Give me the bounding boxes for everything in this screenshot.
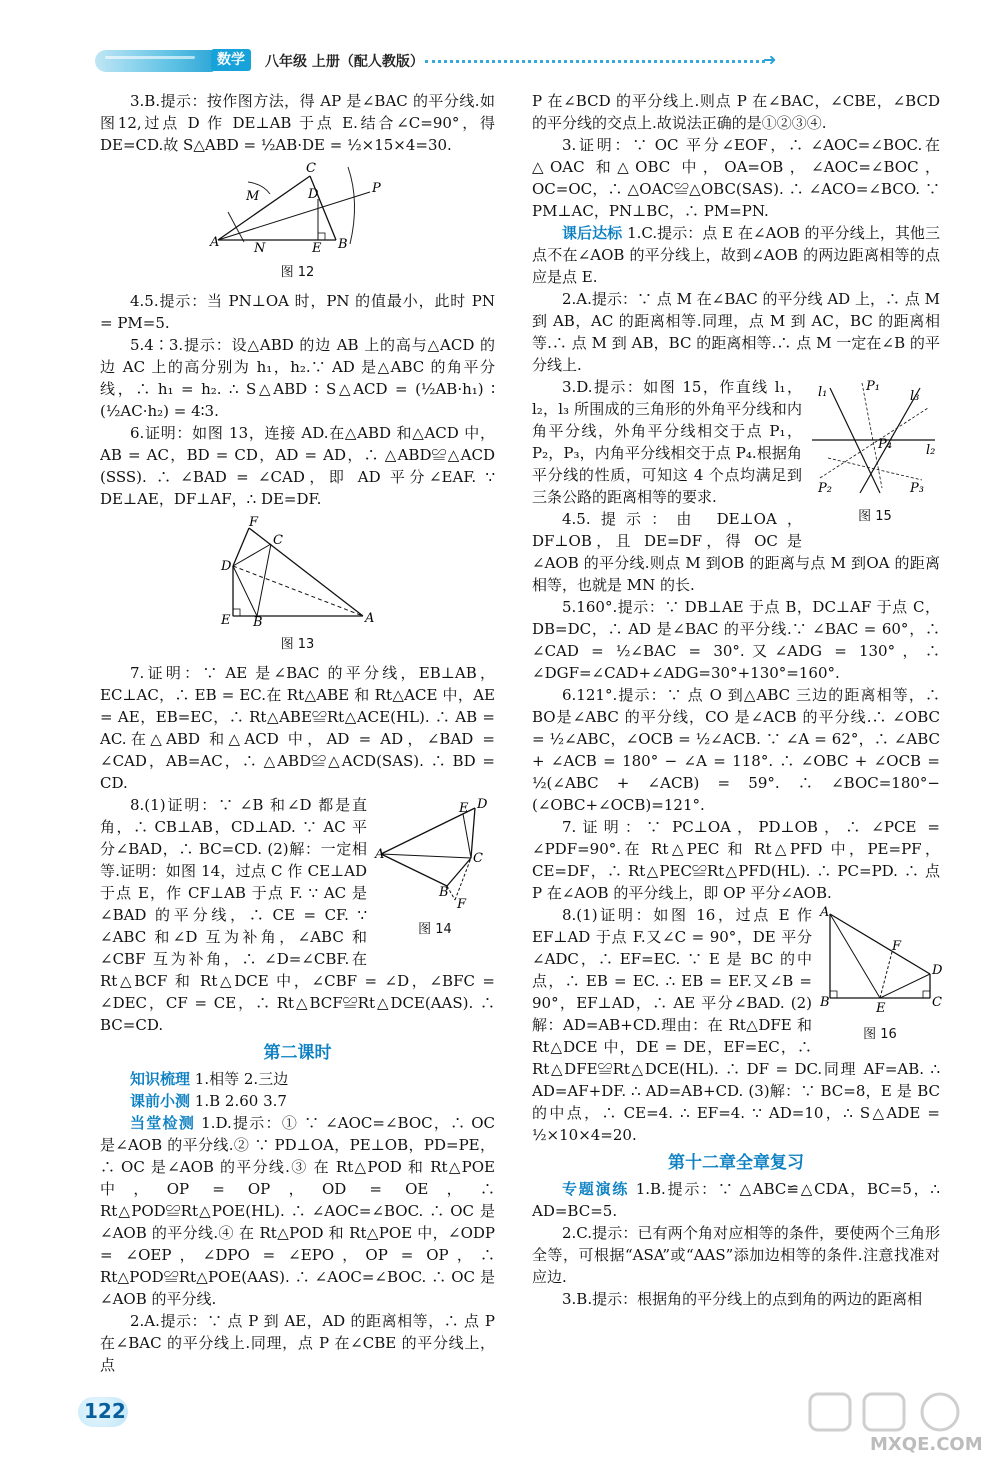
subject-badge: 数学 [211, 49, 251, 71]
svg-text:N: N [253, 241, 265, 256]
svg-text:A: A [820, 905, 830, 920]
knowledge-summary [100, 1068, 495, 1090]
svg-text:A: A [375, 847, 385, 862]
svg-text:P₄: P₄ [878, 437, 892, 452]
watermark-text: MXQE.COM [870, 1434, 983, 1455]
figure-16-caption: 图 16 [863, 1027, 897, 1042]
afterclass-answer-4: 4.5.提示：由 DE⊥OA，DF⊥OB，且 DE=DF，得 OC 是∠AOB 的平分线.则点 M 到OB 的距离与点 M 到OA 的距离相等，也就是 MN 的长. [532, 510, 940, 594]
svg-text:l₁: l₁ [818, 385, 828, 400]
svg-text:F: F [248, 515, 258, 530]
practice-answer-3: 3.B.提示：根据角的平分线上的点到角的两边的距离相 [562, 1290, 923, 1308]
tag-afterclass: 课后达标 [562, 224, 623, 242]
inclass-answer-3: 3.证明：∵ OC 平分∠EOF，∴ ∠AOC=∠BOC.在△OAC 和△OBC 中，OA=OB，∠AOC=∠BOC，OC=OC，∴ △OAC≌△OBC(SAS). ∴ ∠ACO=∠BCO. ∵ PM⊥AC，PN⊥BC，∴ PM=PN. [532, 136, 940, 220]
answer-3: 3.B.提示：按作图方法，得 AP 是∠BAC 的平分线.如图12,过点 D 作 DE⊥AB 于点 E.结合∠C=90°，得 DE=CD.故 S△ABD = ½AB·DE = ½×15×4=30. [100, 92, 495, 154]
right-column [532, 90, 943, 1310]
figure-15-caption: 图 15 [858, 509, 892, 524]
svg-text:C: C [272, 533, 283, 548]
svg-text:D: D [477, 797, 488, 812]
pre-class-quiz [100, 1090, 495, 1112]
answer-6: 6.证明：如图 13，连接 AD.在△ABD 和△ACD 中，AB = AC，BD = CD，AD = AD，∴ △ABD≌△ACD (SSS). ∴ ∠BAD = ∠CAD，即 AD 平分∠EAF. ∵ DE⊥AE，DF⊥AF，∴ DE=DF. [100, 424, 495, 508]
header-decoration [95, 50, 215, 72]
figure-14-caption: 图 14 [418, 922, 452, 937]
arrow-right-icon: ➜ [763, 50, 777, 69]
practice-answer-1: 1.B.提示：∵ △ABC≌△CDA，BC=5，∴ AD=BC=5. [532, 1180, 940, 1220]
practice-answer-2: 2.C.提示：已有两个角对应相等的条件，要使两个三角形全等，可根据“ASA”或“AAS”添加边相等的条件.注意找准对应边. [532, 1224, 940, 1286]
section-title-chapter-review: 第十二章全章复习 [668, 1153, 804, 1173]
preclass-answers: 1.B 2.60 3.7 [194, 1092, 287, 1110]
figure-16-diagram [820, 905, 943, 1016]
svg-text:l₂: l₂ [926, 443, 936, 458]
svg-text:E: E [459, 801, 469, 816]
afterclass-answer-1: 1.C.提示：点 E 在∠AOB 的平分线上，其他三点不在∠AOB 的平分线上，故到∠AOB 的两边距离相等的点应是点 E. [532, 224, 940, 286]
svg-text:P₃: P₃ [910, 481, 924, 496]
figure-12-caption: 图 12 [280, 265, 315, 280]
svg-text:D: D [220, 559, 231, 574]
in-class-check [100, 1112, 495, 1310]
header-dotted-line [425, 60, 765, 63]
afterclass-answer-2: 2.A.提示：∵ 点 M 在∠BAC 的平分线 AD 上，∴ 点 M 到 AB，AC 的距离相等.同理，点 M 到 AC，BC 的距离相等.∴ 点 M 到 AB，BC 的距离相等.∴ 点 M 一定在∠B 的平分线上. [532, 290, 940, 374]
svg-text:E: E [311, 241, 321, 256]
page-number-text: 122 [84, 1399, 126, 1423]
figure-15 [810, 378, 940, 534]
tag-preclass: 课前小测 [130, 1092, 191, 1110]
svg-text:P₁: P₁ [866, 379, 880, 394]
figure-12-diagram [208, 162, 388, 254]
svg-text:D: D [932, 963, 943, 978]
figure-15-diagram [810, 378, 940, 498]
svg-text:B: B [820, 995, 830, 1010]
knowledge-answers: 1.相等 2.三边 [194, 1070, 289, 1088]
page-number [78, 1393, 130, 1429]
figure-12 [100, 162, 495, 284]
tag-knowledge: 知识梳理 [130, 1070, 191, 1088]
inclass-answers: 1.D.提示：① ∵ ∠AOC=∠BOC，∴ OC 是∠AOB 的平分线.② ∵ PD⊥OA，PE⊥OB，PD=PE，∴ OC 是∠AOB 的平分线.③ 在 Rt△POD 和 Rt△POE 中，OP = OP，OD = OE，∴ Rt△POD≌Rt△POE(HL). ∴ ∠AOC=∠BOC. ∴ OC 是∠AOB 的平分线.④ 在 Rt△POD 和 Rt△POE 中，∠ODP = ∠OEP，∠DPO = ∠EPO，OP = OP，∴ Rt△POD≌Rt△POE(AAS). ∴ ∠AOC=∠BOC. ∴ OC 是∠AOB 的平分线. [100, 1114, 495, 1308]
svg-text:C: C [932, 995, 942, 1010]
answer-4: 4.5.提示：当 PN⊥OA 时，PN 的值最小，此时 PN = PM=5. [100, 292, 495, 332]
svg-text:B: B [439, 885, 449, 900]
topic-practice [532, 1178, 940, 1222]
afterclass-answer-7: 7.证明：∵ PC⊥OA，PD⊥OB，∴ ∠PCE = ∠PDF=90°.在 Rt△PEC 和 Rt△PFD 中，PE=PF，CE=DF，∴ Rt△PEC≌Rt△PFD(HL). ∴ PC=PD. ∴ 点 P 在∠AOB 的平分线上，即 OP 平分∠AOB. [532, 818, 940, 902]
inclass-answer-2-cont: P 在∠BCD 的平分线上.则点 P 在∠BAC，∠CBE，∠BCD 的平分线的交点上.故说法正确的是①②③④. [532, 92, 940, 132]
svg-text:D: D [307, 187, 318, 202]
svg-text:P: P [371, 181, 381, 196]
watermark-emblem-icon [800, 1390, 990, 1438]
inclass-answer-2: 2.A.提示：∵ 点 P 到 AE，AD 的距离相等，∴ 点 P 在∠BAC 的平分线上.同理，点 P 在∠CBE 的平分线上，点 [100, 1312, 495, 1374]
figure-14-diagram [375, 796, 495, 911]
svg-text:C: C [473, 851, 483, 866]
book-title: 八年级 上册（配人教版） [265, 54, 424, 70]
svg-text:F: F [892, 939, 902, 954]
afterclass-answer-3: 3.D.提示：如图 15，作直线 l₁，l₂，l₃ 所围成的三角形的外角平分线和内角平分线，外角平分线相交于点 P₁，P₂，P₃，内角平分线相交于点 P₄.根据角平分线的性质，可知这 4 个点均满足到三条公路的距离相等的要求. [532, 378, 802, 506]
svg-text:A: A [364, 611, 374, 626]
figure-16 [820, 905, 943, 1052]
svg-text:A: A [209, 235, 219, 250]
svg-text:F: F [457, 897, 467, 912]
afterclass-answer-5: 5.160°.提示：∵ DB⊥AE 于点 B，DC⊥AF 于点 C，DB=DC，∴ AD 是∠BAC 的平分线.∵ ∠BAC = 60°，∴ ∠CAD = ½∠BAC = 30°.又∠ADG = 130°，∴ ∠DGF=∠CAD+∠ADG=30°+130°=160°. [532, 598, 940, 682]
answer-8: 8.(1)证明：∵ ∠B 和∠D 都是直角，∴ CB⊥AB，CD⊥AD. ∵ AC 平分∠BAD，∴ BC=CD. (2)解：一定相等.证明：如图 14，过点 C 作 CE⊥AD 于点 E，作 CF⊥AB 于点 F. ∵ AC 是∠BAD 的平分线，∴ CE = CF. ∵ ∠ABC 和∠D 互为补角，∠ABC 和∠CBF 互为补角，∴ ∠D=∠CBF.在 Rt△BCF 和 Rt△DCE 中，∠CBF = ∠D，∠BFC = ∠DEC，CF = CE，∴ Rt△BCF≌Rt△DCE(AAS). ∴ BC=CD. [100, 796, 495, 1034]
svg-text:B: B [337, 237, 348, 252]
left-column [100, 90, 495, 1376]
svg-text:l₃: l₃ [910, 389, 920, 404]
tag-practice: 专题演练 [562, 1180, 630, 1198]
answer-5: 5.4∶3.提示：设△ABD 的边 AB 上的高与△ACD 的边 AC 上的高分别为 h₁，h₂.∵ AD 是△ABC 的角平分线，∴ h₁ = h₂. ∴ S△ABD ∶ S△ACD = (½AB·h₁) ∶ (½AC·h₂) = 4∶3. [100, 336, 495, 420]
svg-text:E: E [876, 1001, 886, 1016]
svg-text:M: M [245, 189, 259, 204]
figure-13-caption: 图 13 [280, 637, 315, 652]
page-header [95, 48, 777, 74]
figure-13 [100, 516, 495, 656]
afterclass-answer-8: 8.(1)证明：如图 16，过点 E 作 EF⊥AD 于点 F.又∠C = 90°，DE 平分∠ADC，∴ EF=EC. ∵ E 是 BC 的中点，∴ EB = EC. ∴ EB = EF.又∠B = 90°，EF⊥AD，∴ AE 平分∠BAD. (2)解：AD=AB+CD.理由：在 Rt△DFE 和 Rt△DCE 中，DE = DE，EF=EC，∴ Rt△DFE≌Rt△DCE(HL). ∴ DF = DC.同理 AF=AB. ∴ AD=AF+DF. ∴ AD=AB+CD. (3)解：∵ BC=8，E 是 BC 的中点，∴ CE=4. ∴ EF=4. ∵ AD=10，∴ S△ADE = ½×10×4=20. [532, 906, 940, 1144]
figure-13-diagram [213, 515, 383, 630]
afterclass-answer-6: 6.121°.提示：∵ 点 O 到△ABC 三边的距离相等，∴ BO是∠ABC 的平分线，CO 是∠ACB 的平分线.∴ ∠OBC = ½∠ABC，∠OCB = ½∠ACB. ∵ ∠A = 62°，∴ ∠ABC + ∠ACB = 180° − ∠A = 118°. ∴ ∠OBC + ∠OCB = ½(∠ABC + ∠ACB) = 59°. ∴ ∠BOC=180°−(∠OBC+∠OCB)=121°. [532, 686, 940, 814]
svg-text:E: E [220, 613, 230, 628]
tag-inclass: 当堂检测 [130, 1114, 196, 1132]
after-class [532, 222, 940, 288]
watermark-logo [800, 1390, 990, 1460]
svg-text:P₂: P₂ [818, 481, 832, 496]
svg-text:B: B [252, 615, 263, 630]
answer-7: 7.证明：∵ AE 是∠BAC 的平分线，EB⊥AB，EC⊥AC，∴ EB = EC.在 Rt△ABE 和 Rt△ACE 中，AE = AE，EB=EC，∴ Rt△ABE≌Rt△ACE(HL). ∴ AB = AC.在△ABD 和△ACD 中，AD = AD，∠BAD = ∠CAD，AB=AC，∴ △ABD≌△ACD(SAS). ∴ BD = CD. [100, 664, 495, 792]
figure-14 [375, 796, 495, 947]
svg-text:C: C [305, 161, 316, 176]
section-title-lesson-2: 第二课时 [263, 1043, 332, 1063]
